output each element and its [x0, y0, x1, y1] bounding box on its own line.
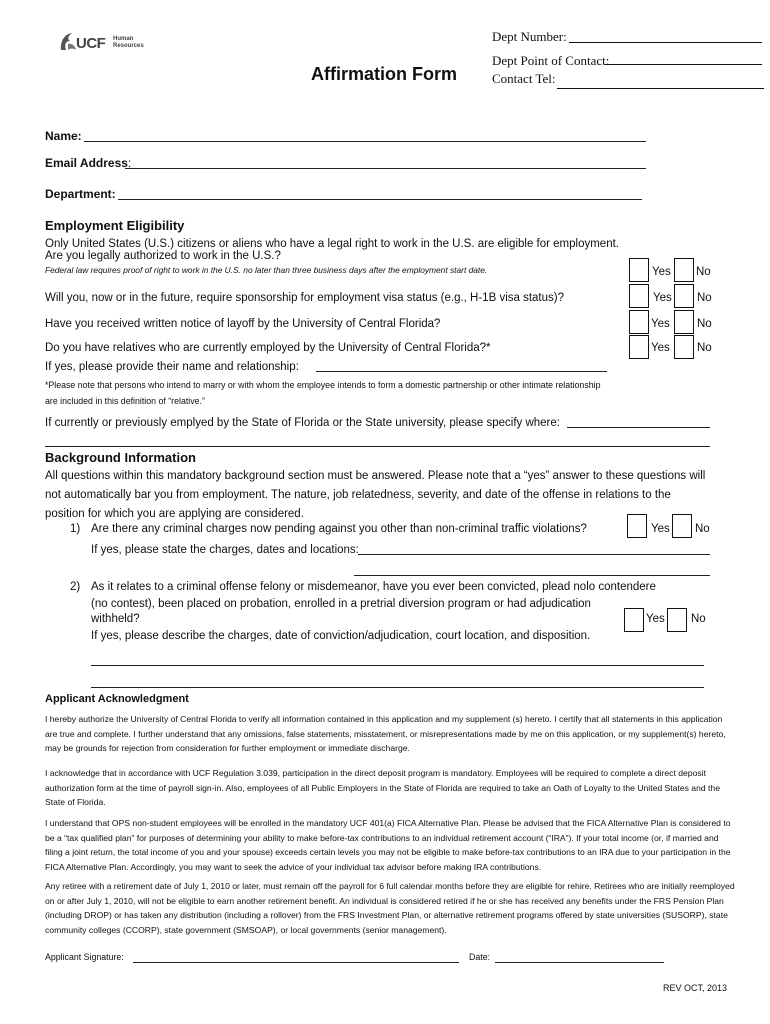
dept-contact-label: Dept Point of Contact: [492, 53, 610, 68]
date-field[interactable] [495, 962, 664, 963]
q1-no-label: No [696, 266, 711, 278]
ack-paragraph-4: Any retiree with a retirement date of July 1, 2010 or later, must remain off the payroll for 6 full calendar months before they are eligible for rehire. Retirees who are initially reemployed on or after July 1, 2010, will not be eligible to earn another retirement benefit. An individual is considered retired if he or she has received any benefits under the FRS Pension Plan (including DROP) or has taken any distribution (including a rollover) from the FRS Investment Plan, or alternative retirement programs offered by state universities (SUSORP), state community colleges (CCORP), state government (SMSOAP), or local governments (senior management). [45, 881, 735, 935]
bg-q1-details-field-2[interactable] [354, 575, 710, 576]
background-intro1: All questions within this mandatory background section must be answered. Please note that a “yes” answer to these questions will [45, 470, 706, 482]
bg-q1-ifyes: If yes, please state the charges, dates and locations: [91, 544, 359, 556]
bg-q2-details-field-2[interactable] [91, 687, 704, 688]
q4-no-checkbox[interactable] [674, 335, 694, 359]
eligibility-note: Federal law requires proof of right to work in the U.S. no later than three business days after the employment start date. [45, 265, 488, 275]
q3-yes-checkbox[interactable] [629, 310, 649, 334]
ucf-logo [58, 30, 158, 54]
eligibility-intro2: Are you legally authorized to work in the U.S.? [45, 250, 281, 262]
acknowledgment-heading: Applicant Acknowledgment [45, 693, 189, 705]
email-label-text: Email Address [45, 156, 128, 170]
ack-paragraph-1: I hereby authorize the University of Central Florida to verify all information contained in this application and my supplement (s) hereto. I certify that all statements in this application are true and complete. I further understand that any omissions, false statements, misstatement, or misrepresentations made by me on this application, or my supplement(s) hereto, may be grounds for rejection from consideration for further employment or immediate discharge. [45, 714, 726, 753]
q1-yes-checkbox[interactable] [629, 258, 649, 282]
eligibility-intro1: Only United States (U.S.) citizens or aliens who have a legal right to work in the U.S. are eligible for employment. [45, 238, 619, 250]
department-label: Department: [45, 187, 116, 201]
q3-yes-label: Yes [651, 318, 670, 330]
bg-q1-text: Are there any criminal charges now pending against you other than non-criminal traffic violations? [91, 523, 587, 535]
eligibility-q4: Do you have relatives who are currently employed by the University of Central Florida?* [45, 342, 491, 354]
ack-paragraph-3: I understand that OPS non-student employees will be enrolled in the mandatory UCF 401(a) FICA Alternative Plan. Please be advised that the FICA Alternative Plan is considered to be a “tax qualified plan” for purposes of determining your ability to make before-tax contributions to an individual retirement account (“IRA”). If your total income (or, if married and filing a joint return, the total income of you and your spouse) exceeds certain levels you may not be eligible to make before-tax contributions to an IRA due to your participation in the FICA Alternative Plan. Accordingly, you may want to seek the advice of your individual tax advisor before making IRA contributions. [45, 818, 731, 872]
q2-no-checkbox[interactable] [674, 284, 694, 308]
q2-yes-label: Yes [653, 292, 672, 304]
bg-q1-yes-label: Yes [651, 523, 670, 535]
form-title: Affirmation Form [311, 64, 457, 84]
bg-q1-details-field[interactable] [358, 554, 710, 555]
q2-no-label: No [697, 292, 712, 304]
email-field[interactable] [125, 168, 646, 169]
bg-q2-line1: As it relates to a criminal offense felony or misdemeanor, have you ever been convicted, plead nolo contendere [91, 581, 656, 593]
department-field[interactable] [118, 199, 642, 200]
name-field[interactable] [84, 141, 646, 142]
dept-number-field[interactable] [569, 42, 762, 43]
q4-yes-label: Yes [651, 342, 670, 354]
bg-q2-line3: withheld? [91, 613, 140, 625]
bg-q2-no-label: No [691, 613, 706, 625]
logo-line2: Resources [113, 43, 144, 49]
q2-yes-checkbox[interactable] [629, 284, 649, 308]
signature-field[interactable] [133, 962, 459, 963]
state-employment-question: If currently or previously emplyed by the State of Florida or the State university, please specify where: [45, 417, 560, 429]
eligibility-heading: Employment Eligibility [45, 218, 185, 233]
email-label-colon: : [127, 156, 132, 170]
bg-q2-line2: (no contest), been placed on probation, enrolled in a pretrial diversion program or had adjudication [91, 598, 591, 610]
background-intro2: not automatically bar you from employment. The nature, job relatedness, severity, and date of the offense in relations to the [45, 489, 671, 501]
eligibility-q3: Have you received written notice of layoff by the University of Central Florida? [45, 318, 441, 330]
bg-q2-yes-checkbox[interactable] [624, 608, 644, 632]
signature-label: Applicant Signature: [45, 952, 124, 962]
email-label [45, 156, 131, 170]
bg-q2-details-field[interactable] [91, 665, 704, 666]
pegasus-icon [58, 30, 78, 54]
bg-q2-no-checkbox[interactable] [667, 608, 687, 632]
relative-footnote2: are included in this definition of “relative.” [45, 396, 205, 406]
logo-brand: UCF [76, 35, 106, 52]
ack-paragraph-2: I acknowledge that in accordance with UCF Regulation 3.039, participation in the direct deposit program is mandatory. Employees will be required to complete a direct deposit authorization form at the time of payroll sign-in. Also, employees of all Public Employers in the State of Florida are required to take an Oath of Loyalty to the United States and the State of Florida. [45, 768, 720, 807]
date-label: Date: [469, 952, 491, 962]
bg-q1-no-label: No [695, 523, 710, 535]
dept-number-label: Dept Number: [492, 29, 567, 44]
q3-no-checkbox[interactable] [674, 310, 694, 334]
relatives-ifyes: If yes, please provide their name and relationship: [45, 361, 299, 373]
q4-yes-checkbox[interactable] [629, 335, 649, 359]
eligibility-q2: Will you, now or in the future, require sponsorship for employment visa status (e.g., H-1B visa status)? [45, 292, 564, 304]
logo-line1: Human [113, 36, 134, 42]
contact-tel-label: Contact Tel: [492, 71, 556, 86]
q1-no-checkbox[interactable] [674, 258, 694, 282]
revision-label: REV OCT, 2013 [663, 983, 728, 993]
bg-q1-no-checkbox[interactable] [672, 514, 692, 538]
dept-contact-field[interactable] [605, 64, 762, 65]
state-employment-field[interactable] [567, 427, 710, 428]
bg-q2-number: 2) [70, 581, 81, 593]
background-heading: Background Information [45, 450, 196, 465]
bg-q2-yes-label: Yes [646, 613, 665, 625]
bg-q1-number: 1) [70, 523, 81, 535]
background-intro3: position for which you are applying are considered. [45, 508, 304, 520]
relative-footnote1: *Please note that persons who intend to marry or with whom the employee intends to form a domestic partnership or other intimate relationship [45, 380, 601, 390]
q3-no-label: No [697, 318, 712, 330]
bg-q1-yes-checkbox[interactable] [627, 514, 647, 538]
q1-yes-label: Yes [652, 266, 671, 278]
q4-no-label: No [697, 342, 712, 354]
contact-tel-field[interactable] [557, 88, 764, 89]
state-employment-field-2[interactable] [45, 446, 710, 447]
bg-q2-ifyes: If yes, please describe the charges, date of conviction/adjudication, court location, and disposition. [91, 630, 591, 642]
relatives-field[interactable] [316, 371, 607, 372]
name-label: Name: [45, 129, 82, 143]
